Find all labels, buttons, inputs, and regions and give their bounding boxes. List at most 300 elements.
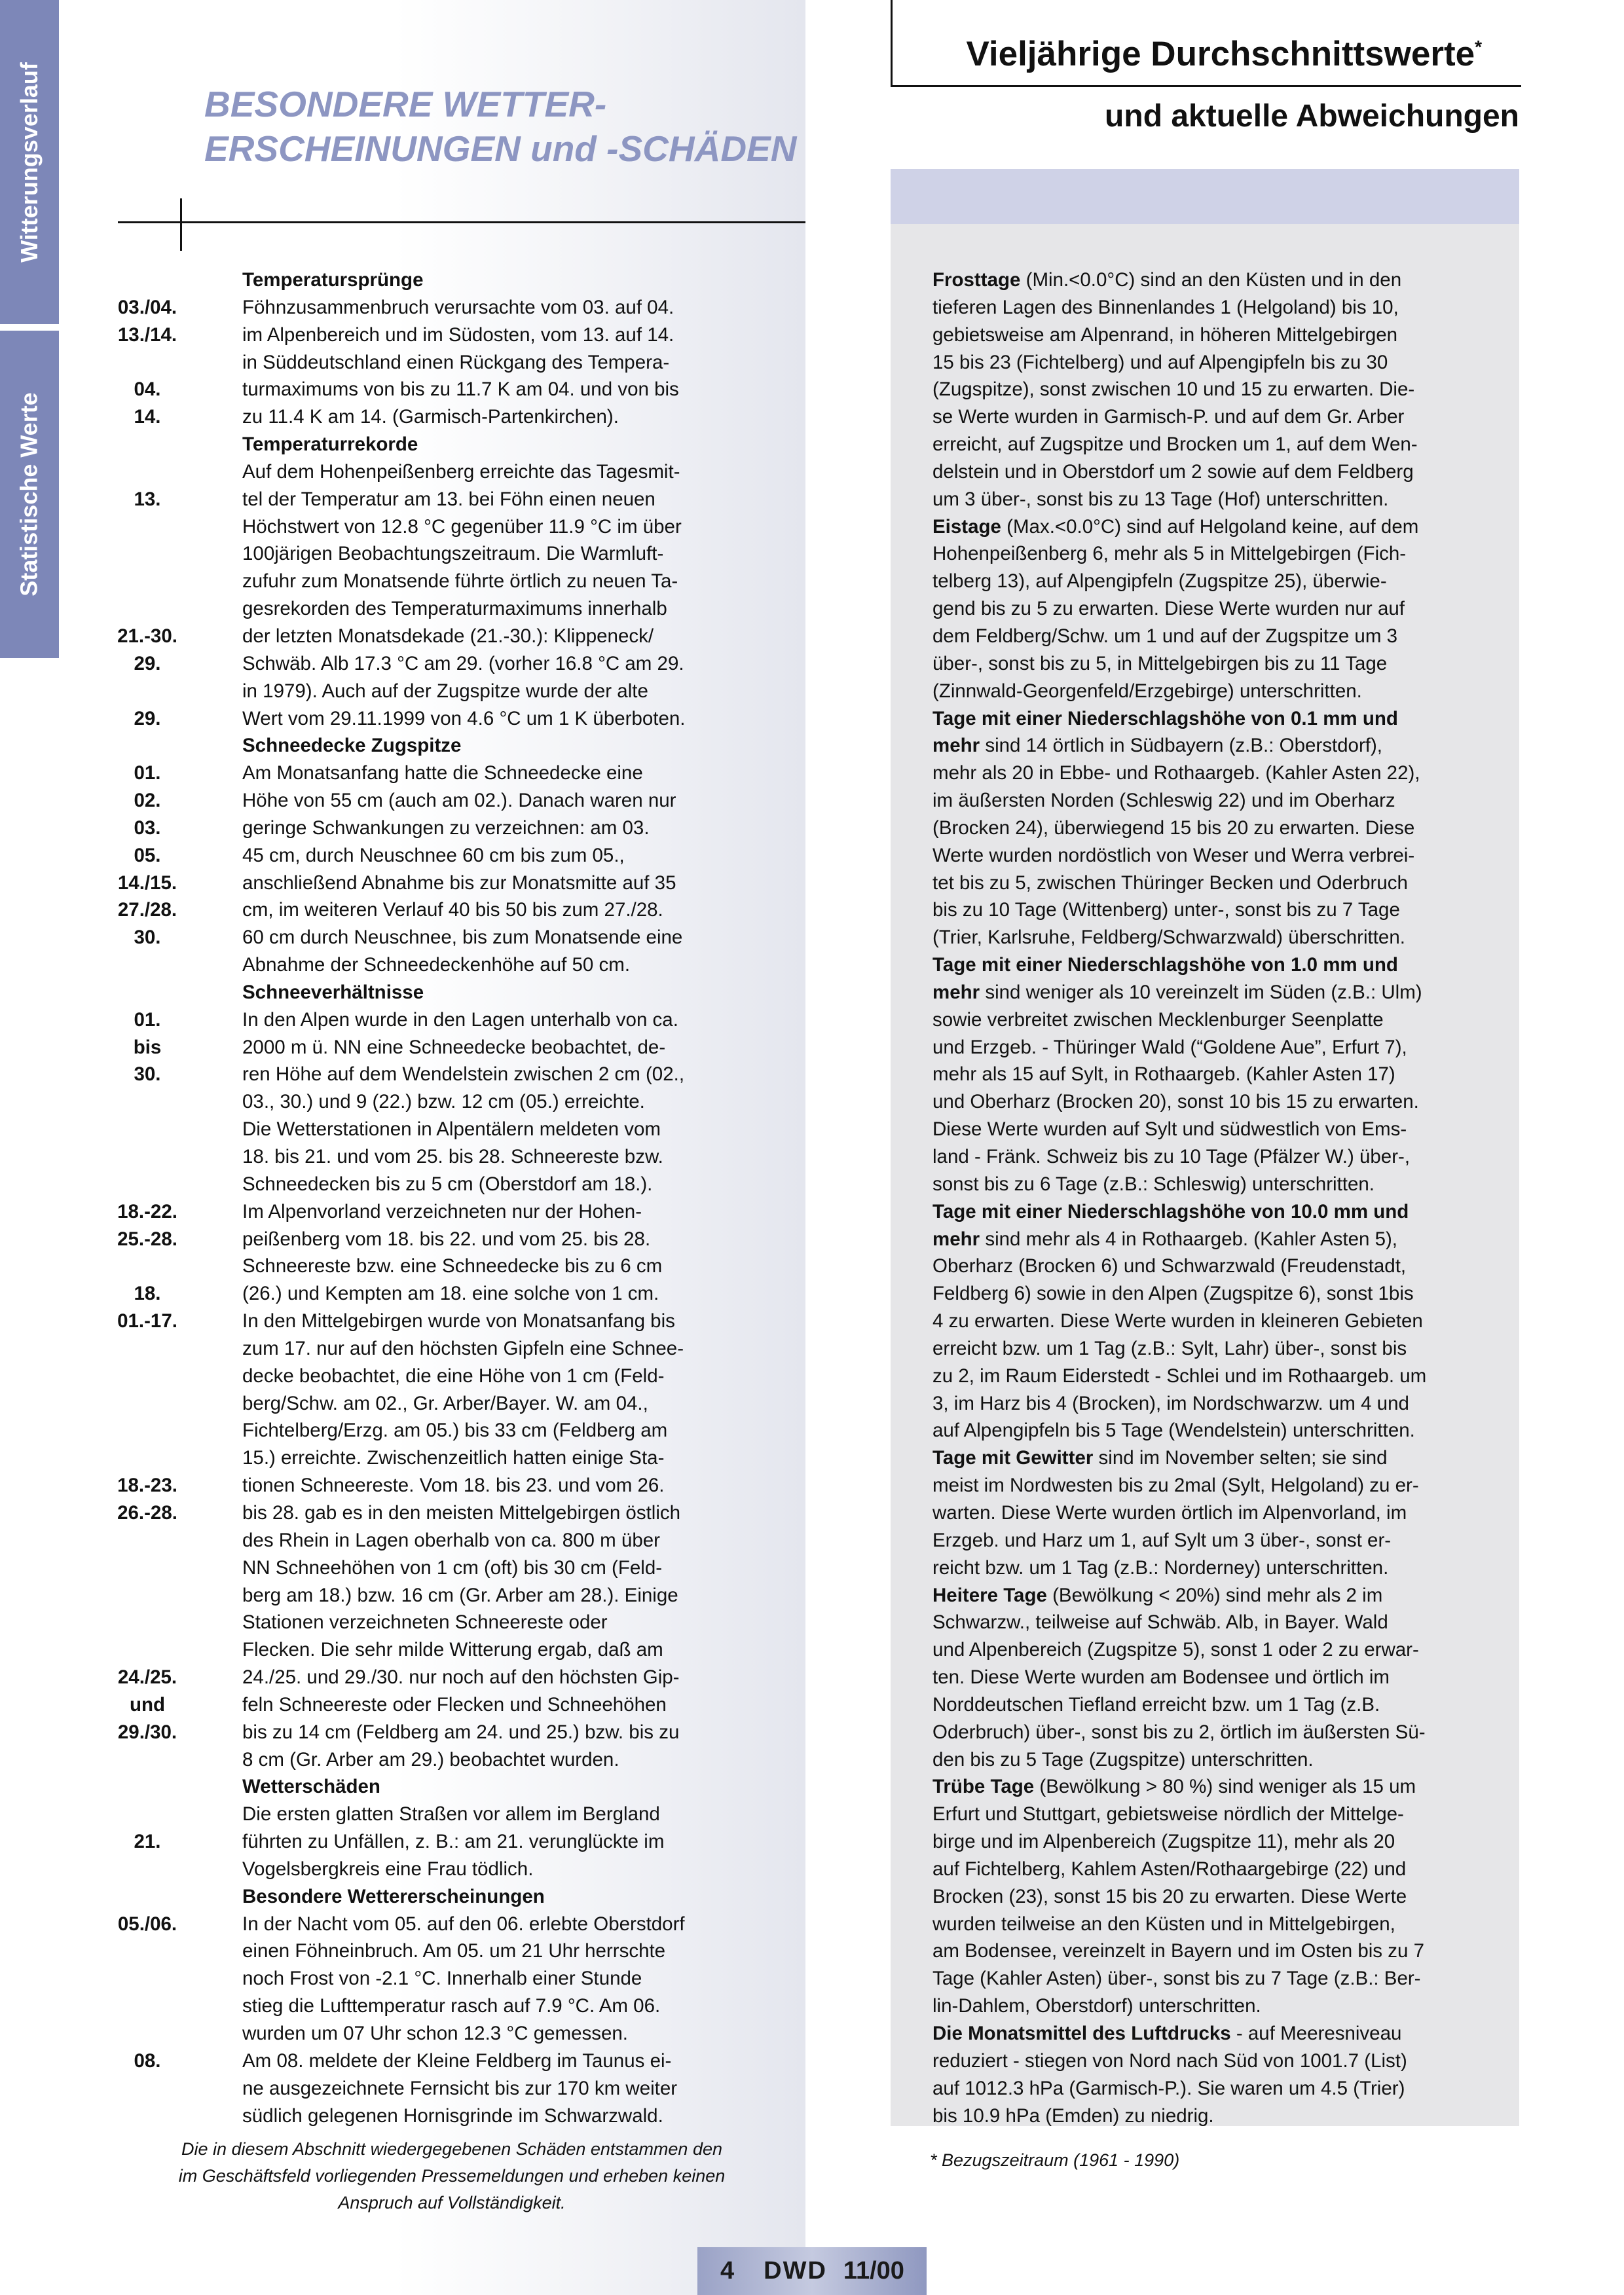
left-title-rule bbox=[118, 221, 805, 223]
line-text: Oderbruch) über-, sonst bis zu 2, örtlich im äußersten Sü- bbox=[932, 1721, 1426, 1743]
event-date: 05. bbox=[134, 844, 161, 866]
text-line bbox=[932, 979, 1509, 1006]
text-line bbox=[932, 1582, 1509, 1609]
text-line bbox=[932, 1472, 1509, 1499]
event-date bbox=[105, 1609, 190, 1636]
line-text: Hohenpeißenberg 6, mehr als 5 in Mittelgebirgen (Fich- bbox=[932, 543, 1407, 565]
event-text: tionen Schneereste. Vom 18. bis 23. und vom 26. bbox=[242, 1475, 665, 1497]
event-date bbox=[105, 595, 190, 623]
event-text: gesrekorden des Temperaturmaximums innerhalb bbox=[242, 598, 667, 620]
event-row bbox=[105, 568, 760, 595]
line-text: warten. Diese Werte wurden örtlich im Alpenvorland, im bbox=[932, 1501, 1407, 1524]
section-heading: Besondere Wettererscheinungen bbox=[242, 1885, 545, 1907]
event-row bbox=[105, 1937, 760, 1965]
event-text: einen Föhneinbruch. Am 05. um 21 Uhr herrschte bbox=[242, 1940, 666, 1962]
text-line bbox=[932, 815, 1509, 842]
event-row bbox=[105, 1856, 760, 1883]
event-row bbox=[105, 403, 760, 431]
event-date: und bbox=[129, 1693, 166, 1716]
text-line bbox=[932, 1171, 1509, 1198]
line-text: (Min.<0.0°C) sind an den Küsten und in den bbox=[1020, 269, 1402, 291]
event-text: (26.) und Kempten am 18. eine solche von 1 cm. bbox=[242, 1283, 659, 1305]
event-text: Am Monatsanfang hatte die Schneedecke eine bbox=[242, 762, 643, 784]
line-text: bis zu 10 Tage (Wittenberg) unter-, sonst bis zu 7 Tage bbox=[932, 899, 1400, 921]
event-date bbox=[105, 1116, 190, 1143]
event-row bbox=[105, 2075, 760, 2102]
event-date bbox=[105, 568, 190, 595]
event-text: wurden um 07 Uhr schon 12.3 °C gemessen. bbox=[242, 2023, 628, 2044]
line-text: meist im Nordwesten bis zu 2mal (Sylt, Helgoland) zu er- bbox=[932, 1475, 1419, 1497]
event-row bbox=[105, 294, 760, 321]
page-number: 4 bbox=[720, 2257, 735, 2285]
event-date: bis bbox=[133, 1036, 162, 1058]
event-date bbox=[105, 1363, 190, 1390]
line-text: Diese Werte wurden auf Sylt und südwestlich von Ems- bbox=[932, 1118, 1407, 1141]
side-tab-statistische-werte[interactable] bbox=[0, 331, 59, 658]
event-row bbox=[105, 842, 760, 870]
line-text: auf Fichtelberg, Kahlem Asten/Rothaargebirge (22) und bbox=[932, 1858, 1407, 1880]
event-row bbox=[105, 486, 760, 513]
right-title-footnote-mark: * bbox=[1475, 37, 1482, 57]
text-line bbox=[932, 1883, 1509, 1911]
event-date: 27./28. bbox=[117, 899, 177, 921]
event-text: feln Schneereste oder Flecken und Schneehöhen bbox=[242, 1693, 667, 1716]
event-text: der letzten Monatsdekade (21.-30.): Klippeneck/ bbox=[242, 625, 654, 647]
side-tabs bbox=[0, 0, 59, 2295]
line-text: sonst bis zu 6 Tage (z.B.: Schleswig) unterschritten. bbox=[932, 1173, 1375, 1195]
text-line bbox=[932, 2047, 1509, 2075]
event-date: 30. bbox=[134, 1063, 161, 1086]
side-tab-label: Witterungsverlauf bbox=[16, 62, 43, 263]
event-row bbox=[105, 1198, 760, 1226]
event-text: Föhnzusammenbruch verursachte vom 03. auf 04. bbox=[242, 296, 674, 318]
text-line bbox=[932, 870, 1509, 897]
text-line bbox=[932, 1088, 1509, 1116]
event-row bbox=[105, 1363, 760, 1390]
event-row bbox=[105, 1609, 760, 1636]
line-text: mehr als 20 in Ebbe- und Rothaargeb. (Kahler Asten 22), bbox=[932, 762, 1420, 784]
line-text: sind im November selten; sie sind bbox=[1093, 1447, 1388, 1469]
event-date bbox=[105, 732, 190, 760]
term-label: mehr bbox=[932, 981, 980, 1003]
line-text: (Bewölkung > 80 %) sind weniger als 15 um bbox=[1034, 1776, 1416, 1798]
text-line bbox=[932, 376, 1509, 403]
text-line bbox=[932, 1636, 1509, 1664]
event-row bbox=[105, 870, 760, 897]
event-row bbox=[105, 1034, 760, 1061]
event-row bbox=[105, 650, 760, 678]
event-text: ren Höhe auf dem Wendelstein zwischen 2 cm (02., bbox=[242, 1063, 685, 1086]
event-text: im Alpenbereich und im Südosten, vom 13. auf 14. bbox=[242, 323, 674, 346]
left-title-line-2: ERSCHEINUNGEN und -SCHÄDEN bbox=[204, 128, 797, 169]
left-section-title bbox=[204, 82, 796, 171]
event-date bbox=[105, 1937, 190, 1965]
line-text: gend bis zu 5 zu erwarten. Diese Werte wurden nur auf bbox=[932, 598, 1405, 620]
line-text: (Zugspitze), sonst zwischen 10 und 15 zu erwarten. Die- bbox=[932, 378, 1415, 401]
line-text: gebietsweise am Alpenrand, in höheren Mittelgebirgen bbox=[932, 323, 1398, 346]
term-label: Tage mit Gewitter bbox=[932, 1447, 1094, 1469]
event-text: turmaximums von bis zu 11.7 K am 04. und von bis bbox=[242, 378, 679, 401]
event-date bbox=[105, 2102, 190, 2130]
event-row bbox=[105, 1554, 760, 1582]
line-text: (Bewölkung < 20%) sind mehr als 2 im bbox=[1046, 1584, 1383, 1606]
event-date: 02. bbox=[134, 790, 161, 812]
line-text: bis 10.9 hPa (Emden) zu niedrig. bbox=[932, 2104, 1214, 2127]
line-text: um 3 über-, sonst bis zu 13 Tage (Hof) unterschritten. bbox=[932, 488, 1389, 510]
event-date: 14./15. bbox=[117, 872, 177, 894]
text-line bbox=[932, 431, 1509, 458]
event-date bbox=[105, 540, 190, 568]
event-text: Vogelsbergkreis eine Frau tödlich. bbox=[242, 1858, 534, 1880]
event-row bbox=[105, 1746, 760, 1774]
event-row bbox=[105, 1691, 760, 1719]
text-line bbox=[932, 896, 1509, 924]
right-title-text: Vieljährige Durchschnittswerte bbox=[966, 35, 1475, 73]
event-text: Schneereste bzw. eine Schneedecke bis zu 6 cm bbox=[242, 1255, 663, 1277]
text-line bbox=[932, 1034, 1509, 1061]
note-line: im Geschäftsfeld vorliegenden Pressemeldungen und erheben keinen bbox=[178, 2166, 726, 2186]
text-line bbox=[932, 1499, 1509, 1527]
event-text: stieg die Lufttemperatur rasch auf 7.9 °C. Am 06. bbox=[242, 1995, 661, 2017]
line-text: mehr als 15 auf Sylt, in Rothaargeb. (Kahler Asten 17) bbox=[932, 1063, 1395, 1086]
section-heading-row bbox=[105, 979, 760, 1006]
event-date bbox=[105, 1171, 190, 1198]
event-date bbox=[105, 1965, 190, 1992]
term-label: Heitere Tage bbox=[932, 1584, 1047, 1606]
event-date: 04. bbox=[134, 378, 161, 401]
event-text: Wert vom 29.11.1999 von 4.6 °C um 1 K überboten. bbox=[242, 707, 686, 729]
footer-brand: DWD bbox=[764, 2257, 827, 2285]
event-date: 03./04. bbox=[117, 296, 177, 318]
text-line bbox=[932, 568, 1509, 595]
text-line bbox=[932, 1664, 1509, 1691]
event-date bbox=[105, 1088, 190, 1116]
event-row bbox=[105, 1253, 760, 1280]
text-line bbox=[932, 1417, 1509, 1444]
event-text: 60 cm durch Neuschnee, bis zum Monatsende eine bbox=[242, 927, 683, 949]
line-text: se Werte wurden in Garmisch-P. und auf dem Gr. Arber bbox=[932, 406, 1405, 428]
event-text: Auf dem Hohenpeißenberg erreichte das Tagesmit- bbox=[242, 460, 680, 483]
event-date: 18. bbox=[134, 1283, 161, 1305]
event-row bbox=[105, 1061, 760, 1088]
event-date bbox=[105, 1582, 190, 1609]
event-date: 14. bbox=[134, 406, 161, 428]
text-line bbox=[932, 1253, 1509, 1280]
line-text: sowie verbreitet zwischen Mecklenburger Seenplatte bbox=[932, 1008, 1384, 1031]
text-line bbox=[932, 1390, 1509, 1418]
event-row bbox=[105, 1719, 760, 1746]
event-row bbox=[105, 1828, 760, 1856]
event-date bbox=[105, 678, 190, 705]
right-section-title bbox=[966, 34, 1482, 74]
text-line bbox=[932, 458, 1509, 486]
event-text: ne ausgezeichnete Fernsicht bis zur 170 km weiter bbox=[242, 2077, 678, 2099]
event-date bbox=[105, 979, 190, 1006]
section-heading: Schneedecke Zugspitze bbox=[242, 735, 462, 757]
event-date bbox=[105, 1335, 190, 1363]
event-row bbox=[105, 1499, 760, 1527]
event-row bbox=[105, 1472, 760, 1499]
event-row bbox=[105, 1143, 760, 1171]
event-date: 29. bbox=[134, 652, 161, 674]
line-text: Werte wurden nordöstlich von Weser und Werra verbrei- bbox=[932, 844, 1415, 866]
event-row bbox=[105, 349, 760, 376]
event-row bbox=[105, 1171, 760, 1198]
event-row bbox=[105, 1006, 760, 1034]
line-text: reduziert - stiegen von Nord nach Süd von 1001.7 (List) bbox=[932, 2049, 1407, 2072]
text-line bbox=[932, 1911, 1509, 1938]
text-line bbox=[932, 623, 1509, 650]
event-text: peißenberg vom 18. bis 22. und vom 25. bis 28. bbox=[242, 1228, 651, 1250]
event-row bbox=[105, 1527, 760, 1554]
event-text: In den Mittelgebirgen wurde von Monatsanfang bis bbox=[242, 1310, 675, 1332]
event-row bbox=[105, 1582, 760, 1609]
line-text: Erzgeb. und Harz um 1, auf Sylt um 3 über-, sonst er- bbox=[932, 1529, 1392, 1551]
event-text: in 1979). Auch auf der Zugspitze wurde der alte bbox=[242, 680, 648, 702]
text-line bbox=[932, 705, 1509, 733]
line-text: 4 zu erwarten. Diese Werte wurden in kleineren Gebieten bbox=[932, 1310, 1423, 1332]
event-date bbox=[105, 2020, 190, 2047]
text-line bbox=[932, 1006, 1509, 1034]
event-row bbox=[105, 458, 760, 486]
text-line bbox=[932, 1773, 1509, 1801]
line-text: zu 2, im Raum Eiderstedt - Schlei und im Rothaargeb. um bbox=[932, 1365, 1427, 1387]
text-line bbox=[932, 1801, 1509, 1828]
event-text: tel der Temperatur am 13. bei Föhn einen neuen bbox=[242, 488, 655, 510]
event-date: 24./25. bbox=[117, 1666, 177, 1689]
line-text: birge und im Alpenbereich (Zugspitze 11), mehr als 20 bbox=[932, 1831, 1395, 1853]
line-text: dem Feldberg/Schw. um 1 und auf der Zugspitze um 3 bbox=[932, 625, 1398, 647]
text-line bbox=[932, 1856, 1509, 1883]
event-row bbox=[105, 2047, 760, 2075]
section-heading-row bbox=[105, 431, 760, 458]
line-text: erreicht bzw. um 1 Tag (z.B.: Sylt, Lahr) über-, sonst bis bbox=[932, 1337, 1407, 1359]
event-row bbox=[105, 951, 760, 979]
term-label: Frosttage bbox=[932, 269, 1021, 291]
text-line bbox=[932, 924, 1509, 951]
event-text: Fichtelberg/Erzg. am 05.) bis 33 cm (Feldberg am bbox=[242, 1420, 668, 1442]
line-text: 15 bis 23 (Fichtelberg) und auf Alpengipfeln bis zu 30 bbox=[932, 351, 1388, 373]
event-date: 08. bbox=[134, 2049, 161, 2072]
left-disclaimer-note bbox=[151, 2136, 753, 2216]
event-text: führten zu Unfällen, z. B.: am 21. verunglückte im bbox=[242, 1831, 665, 1853]
line-text: (Zinnwald-Georgenfeld/Erzgebirge) unterschritten. bbox=[932, 680, 1362, 702]
text-line bbox=[932, 951, 1509, 979]
text-line bbox=[932, 1198, 1509, 1226]
event-text: berg am 18.) bzw. 16 cm (Gr. Arber am 28.). Einige bbox=[242, 1584, 678, 1606]
event-text: bis 28. gab es in den meisten Mittelgebirgen östlich bbox=[242, 1501, 681, 1524]
text-line bbox=[932, 1965, 1509, 1992]
event-text: cm, im weiteren Verlauf 40 bis 50 bis zum 27./28. bbox=[242, 899, 663, 921]
line-text: (Trier, Karlsruhe, Feldberg/Schwarzwald) überschritten. bbox=[932, 927, 1405, 949]
left-title-line-1: BESONDERE WETTER- bbox=[204, 84, 607, 124]
text-line bbox=[932, 2075, 1509, 2102]
text-line bbox=[932, 1992, 1509, 2020]
event-date bbox=[105, 1554, 190, 1582]
text-line bbox=[932, 1061, 1509, 1088]
event-text: zufuhr zum Monatsende führte örtlich zu neuen Ta- bbox=[242, 570, 678, 593]
term-label: Eistage bbox=[932, 515, 1001, 538]
event-date bbox=[105, 513, 190, 541]
event-date bbox=[105, 1801, 190, 1828]
line-text: sind 14 örtlich in Südbayern (z.B.: Oberstdorf), bbox=[980, 735, 1383, 757]
event-row bbox=[105, 924, 760, 951]
event-text: 24./25. und 29./30. nur noch auf den höchsten Gip- bbox=[242, 1666, 680, 1689]
text-line bbox=[932, 294, 1509, 321]
event-row bbox=[105, 1116, 760, 1143]
line-text: Schwarzw., teilweise auf Schwäb. Alb, in Bayer. Wald bbox=[932, 1611, 1388, 1634]
event-date: 01. bbox=[134, 1008, 161, 1031]
event-row bbox=[105, 1664, 760, 1691]
note-line: Anspruch auf Vollständigkeit. bbox=[338, 2193, 566, 2212]
text-line bbox=[932, 1308, 1509, 1335]
average-values-text bbox=[932, 266, 1509, 2129]
section-heading-row bbox=[105, 266, 760, 294]
text-line bbox=[932, 1746, 1509, 1774]
event-row bbox=[105, 595, 760, 623]
line-text: (Max.<0.0°C) sind auf Helgoland keine, auf dem bbox=[1001, 515, 1419, 538]
event-date bbox=[105, 458, 190, 486]
event-date: 03. bbox=[134, 817, 161, 839]
event-text: zum 17. nur auf den höchsten Gipfeln eine Schnee- bbox=[242, 1337, 684, 1359]
event-text: Höhe von 55 cm (auch am 02.). Danach waren nur bbox=[242, 790, 676, 812]
event-date bbox=[105, 349, 190, 376]
text-line bbox=[932, 2020, 1509, 2047]
section-heading-row bbox=[105, 1773, 760, 1801]
event-date: 30. bbox=[134, 927, 161, 949]
event-row bbox=[105, 2020, 760, 2047]
event-row bbox=[105, 1280, 760, 1308]
event-row bbox=[105, 1417, 760, 1444]
event-text: noch Frost von -2.1 °C. Innerhalb einer Stunde bbox=[242, 1968, 642, 1990]
event-row bbox=[105, 1308, 760, 1335]
line-text: (Brocken 24), überwiegend 15 bis 20 zu erwarten. Diese bbox=[932, 817, 1415, 839]
event-date bbox=[105, 2075, 190, 2102]
line-text: Tage (Kahler Asten) über-, sonst bis zu 7 Tage (z.B.: Ber- bbox=[932, 1968, 1421, 1990]
side-tab-witterungsverlauf[interactable] bbox=[0, 0, 59, 324]
event-row bbox=[105, 1444, 760, 1472]
term-label: Tage mit einer Niederschlagshöhe von 10.0 mm und bbox=[932, 1200, 1409, 1222]
event-row bbox=[105, 1335, 760, 1363]
line-text: delstein und in Oberstdorf um 2 sowie auf dem Feldberg bbox=[932, 460, 1414, 483]
text-line bbox=[932, 1363, 1509, 1390]
line-text: auf 1012.3 hPa (Garmisch-P.). Sie waren um 4.5 (Trier) bbox=[932, 2077, 1405, 2099]
event-text: Schneedecken bis zu 5 cm (Oberstdorf am 18.). bbox=[242, 1173, 653, 1195]
event-text: Flecken. Die sehr milde Witterung ergab, daß am bbox=[242, 1639, 663, 1661]
line-text: wurden teilweise an den Küsten und in Mittelgebirgen, bbox=[932, 1913, 1395, 1935]
line-text: - auf Meeresniveau bbox=[1230, 2023, 1402, 2044]
text-line bbox=[932, 842, 1509, 870]
event-text: 100järigen Beobachtungszeitraum. Die Warmluft- bbox=[242, 543, 664, 565]
event-text: decke beobachtet, die eine Höhe von 1 cm (Feld- bbox=[242, 1365, 665, 1387]
event-row bbox=[105, 1801, 760, 1828]
event-text: südlich gelegenen Hornisgrinde im Schwarzwald. bbox=[242, 2104, 663, 2127]
event-text: bis zu 14 cm (Feldberg am 24. und 25.) bzw. bis zu bbox=[242, 1721, 680, 1743]
event-date bbox=[105, 1417, 190, 1444]
event-text: 18. bis 21. und vom 25. bis 28. Schneereste bzw. bbox=[242, 1146, 663, 1167]
line-text: reicht bzw. um 1 Tag (z.B.: Norderney) unterschritten. bbox=[932, 1556, 1389, 1579]
event-date: 18.-22. bbox=[117, 1200, 177, 1222]
term-label: Tage mit einer Niederschlagshöhe von 0.1 mm und bbox=[932, 707, 1398, 729]
section-heading: Schneeverhältnisse bbox=[242, 981, 424, 1003]
event-date bbox=[105, 1253, 190, 1280]
event-row bbox=[105, 1226, 760, 1253]
event-row bbox=[105, 376, 760, 403]
text-line bbox=[932, 1719, 1509, 1746]
line-text: telberg 13), auf Alpengipfeln (Zugspitze 25), überwie- bbox=[932, 570, 1387, 593]
text-line bbox=[932, 1937, 1509, 1965]
weather-events-list bbox=[105, 266, 760, 2129]
event-text: In den Alpen wurde in den Lagen unterhalb von ca. bbox=[242, 1008, 678, 1031]
event-row bbox=[105, 1636, 760, 1664]
event-text: zu 11.4 K am 14. (Garmisch-Partenkirchen). bbox=[242, 406, 619, 428]
event-text: 8 cm (Gr. Arber am 29.) beobachtet wurden. bbox=[242, 1748, 619, 1771]
text-line bbox=[932, 1554, 1509, 1582]
event-row bbox=[105, 540, 760, 568]
line-text: Oberharz (Brocken 6) und Schwarzwald (Freudenstadt, bbox=[932, 1255, 1407, 1277]
text-line bbox=[932, 1527, 1509, 1554]
right-section-subtitle: und aktuelle Abweichungen bbox=[1105, 99, 1519, 134]
line-text: auf Alpengipfeln bis 5 Tage (Wendelstein) unterschritten. bbox=[932, 1420, 1415, 1442]
event-text: anschließend Abnahme bis zur Monatsmitte auf 35 bbox=[242, 872, 676, 894]
event-date: 29. bbox=[134, 707, 161, 729]
text-line bbox=[932, 650, 1509, 678]
text-line bbox=[932, 266, 1509, 294]
event-row bbox=[105, 787, 760, 815]
event-row bbox=[105, 896, 760, 924]
event-date: 18.-23. bbox=[117, 1475, 177, 1497]
event-row bbox=[105, 815, 760, 842]
event-row bbox=[105, 2102, 760, 2130]
line-text: lin-Dahlem, Oberstdorf) unterschritten. bbox=[932, 1995, 1261, 2017]
section-heading-row bbox=[105, 1883, 760, 1911]
term-label: mehr bbox=[932, 735, 980, 757]
event-row bbox=[105, 1390, 760, 1418]
event-text: Im Alpenvorland verzeichneten nur der Hohen- bbox=[242, 1200, 642, 1222]
event-date: 13./14. bbox=[117, 323, 177, 346]
event-row bbox=[105, 623, 760, 650]
text-line bbox=[932, 349, 1509, 376]
event-date bbox=[105, 1527, 190, 1554]
text-line bbox=[932, 678, 1509, 705]
term-label: mehr bbox=[932, 1228, 980, 1250]
event-row bbox=[105, 321, 760, 349]
event-text: in Süddeutschland einen Rückgang des Tempera- bbox=[242, 351, 670, 373]
section-heading: Temperatursprünge bbox=[242, 269, 424, 291]
side-tab-label: Statistische Werte bbox=[16, 392, 43, 597]
text-line bbox=[932, 513, 1509, 541]
event-text: NN Schneehöhen von 1 cm (oft) bis 30 cm (Feld- bbox=[242, 1556, 663, 1579]
event-date: 29./30. bbox=[117, 1721, 177, 1743]
event-date bbox=[105, 1746, 190, 1774]
event-date bbox=[105, 431, 190, 458]
line-text: Erfurt und Stuttgart, gebietsweise nördlich der Mittelge- bbox=[932, 1803, 1404, 1826]
event-date bbox=[105, 1883, 190, 1911]
text-line bbox=[932, 1828, 1509, 1856]
line-text: sind mehr als 4 in Rothaargeb. (Kahler Asten 5), bbox=[980, 1228, 1398, 1250]
term-label: Trübe Tage bbox=[932, 1776, 1035, 1798]
line-text: Norddeutschen Tiefland erreicht bzw. um 1 Tag (z.B. bbox=[932, 1693, 1380, 1716]
event-text: Schwäb. Alb 17.3 °C am 29. (vorher 16.8 °C am 29. bbox=[242, 652, 684, 674]
text-line bbox=[932, 321, 1509, 349]
line-text: 3, im Harz bis 4 (Brocken), im Nordschwarzw. um 4 und bbox=[932, 1392, 1409, 1414]
event-text: 2000 m ü. NN eine Schneedecke beobachtet, de- bbox=[242, 1036, 666, 1058]
right-title-box bbox=[891, 0, 1521, 87]
event-date: 05./06. bbox=[117, 1913, 177, 1935]
text-line bbox=[932, 595, 1509, 623]
text-line bbox=[932, 1444, 1509, 1472]
event-text: Die Wetterstationen in Alpentälern meldeten vom bbox=[242, 1118, 661, 1141]
